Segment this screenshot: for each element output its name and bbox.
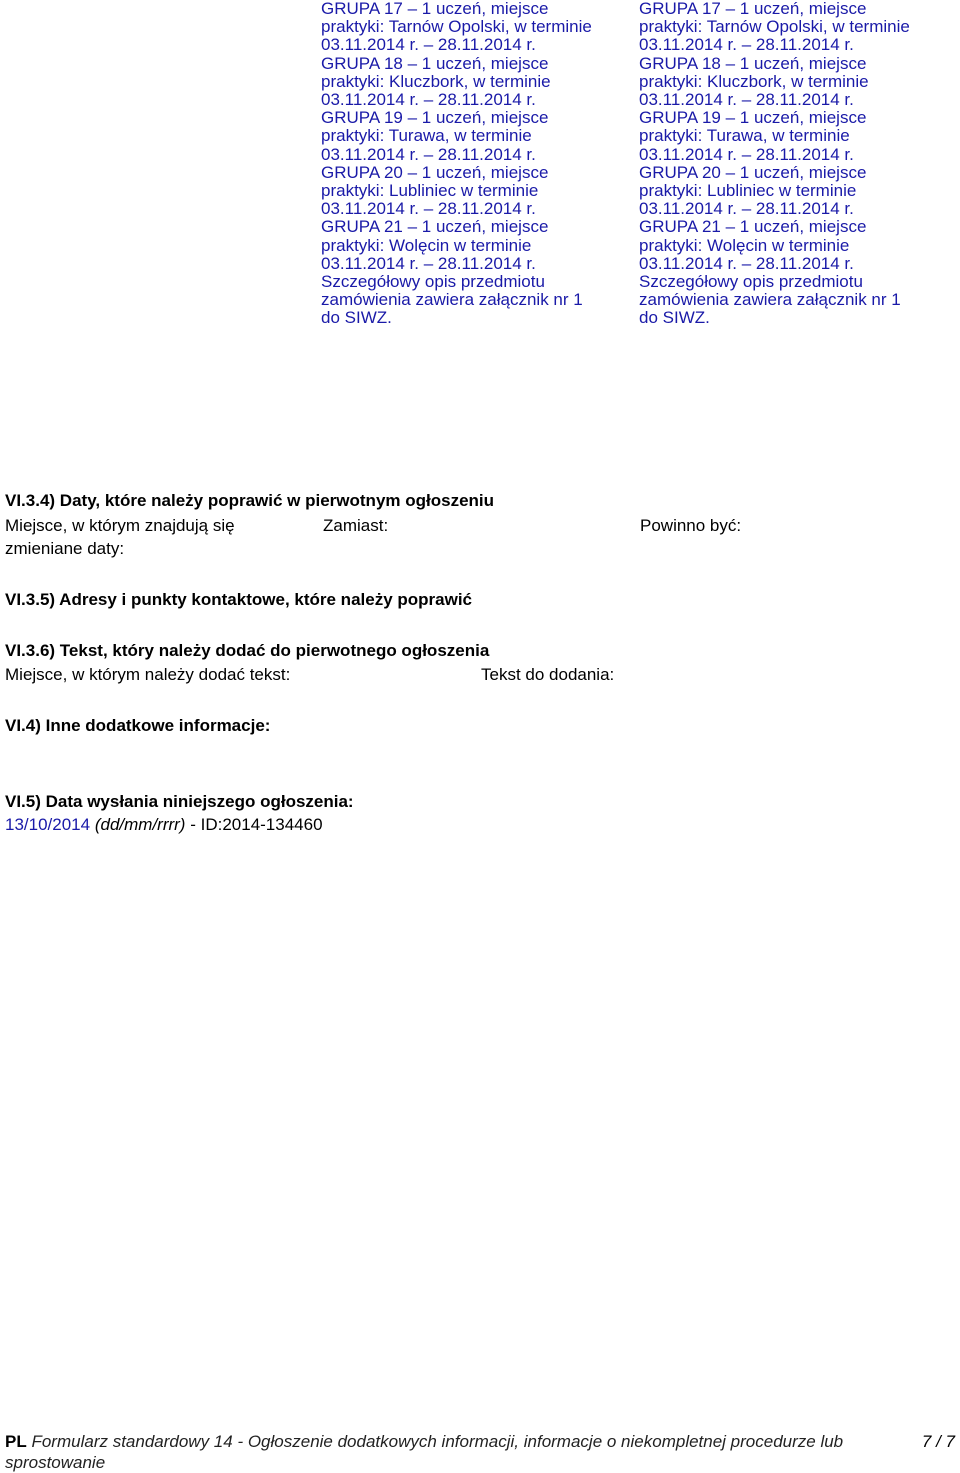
column-left-line: praktyki: Lubliniec w terminie [321, 181, 539, 201]
column-left-line: GRUPA 18 – 1 uczeń, miejsce [321, 53, 549, 73]
column-left-line: praktyki: Wolęcin w terminie [321, 235, 532, 255]
column-right-line: GRUPA 21 – 1 uczeń, miejsce [639, 217, 867, 237]
notice-id: - ID:2014-134460 [190, 815, 323, 834]
footer-language: PL [5, 1432, 27, 1451]
column-right-line: praktyki: Wolęcin w terminie [639, 235, 850, 255]
section-vi4-heading: VI.4) Inne dodatkowe informacje: [5, 716, 271, 735]
column-left-line: Szczegółowy opis przedmiotu [321, 272, 545, 292]
dispatch-date: 13/10/2014 [5, 815, 91, 834]
page-number: 7 / 7 [921, 1432, 955, 1451]
column-right-line: Szczegółowy opis przedmiotu [639, 272, 863, 292]
column-right-line: 03.11.2014 r. – 28.11.2014 r. [639, 199, 854, 219]
column-left-line: GRUPA 21 – 1 uczeń, miejsce [321, 217, 549, 237]
column-left-line: 03.11.2014 r. – 28.11.2014 r. [321, 253, 536, 273]
vi5-date-line [5, 815, 323, 835]
column-right-line: praktyki: Lubliniec w terminie [639, 181, 857, 201]
column-right-line: zamówienia zawiera załącznik nr 1 [639, 290, 901, 310]
column-right-line: 03.11.2014 r. – 28.11.2014 r. [639, 90, 854, 110]
section-vi35-heading: VI.3.5) Adresy i punkty kontaktowe, które należy poprawić [5, 590, 473, 609]
column-left-line: do SIWZ. [321, 308, 392, 328]
column-right-line: GRUPA 17 – 1 uczeń, miejsce [639, 0, 867, 18]
vi36-text-label: Tekst do dodania: [481, 665, 615, 684]
vi34-instead-label: Zamiast: [323, 516, 389, 535]
column-left-line: GRUPA 20 – 1 uczeń, miejsce [321, 162, 549, 182]
column-left-text [321, 0, 621, 328]
column-right-line: 03.11.2014 r. – 28.11.2014 r. [639, 144, 854, 164]
column-left-line: praktyki: Tarnów Opolski, w terminie [321, 17, 592, 37]
column-right-line: praktyki: Turawa, w terminie [639, 126, 850, 146]
vi34-place-label-line1: Miejsce, w którym znajdują się [5, 516, 235, 535]
column-left-line: GRUPA 19 – 1 uczeń, miejsce [321, 108, 549, 128]
column-right-line: do SIWZ. [639, 308, 710, 328]
column-left-line: 03.11.2014 r. – 28.11.2014 r. [321, 144, 536, 164]
footer-form-title: Formularz standardowy 14 - Ogłoszenie dodatkowych informacji, informacje o niekompletnej procedurze lub [31, 1432, 844, 1451]
column-right-text [639, 0, 954, 328]
section-vi34-heading: VI.3.4) Daty, które należy poprawić w pierwotnym ogłoszeniu [5, 491, 495, 510]
vi34-place-label-line2: zmieniane daty: [5, 539, 125, 558]
column-right-line: praktyki: Kluczbork, w terminie [639, 71, 869, 91]
column-right-line: 03.11.2014 r. – 28.11.2014 r. [639, 253, 854, 273]
vi34-should-be-label: Powinno być: [640, 516, 742, 535]
section-vi5-heading: VI.5) Data wysłania niniejszego ogłoszenia: [5, 792, 354, 811]
column-left-line: zamówienia zawiera załącznik nr 1 [321, 290, 583, 310]
date-format: (dd/mm/rrrr) [94, 815, 186, 834]
page-footer [5, 1431, 955, 1473]
column-left-line: 03.11.2014 r. – 28.11.2014 r. [321, 199, 536, 219]
column-right-line: GRUPA 20 – 1 uczeń, miejsce [639, 162, 867, 182]
column-left-line: praktyki: Turawa, w terminie [321, 126, 532, 146]
column-right-line: GRUPA 19 – 1 uczeń, miejsce [639, 108, 867, 128]
column-right-line: 03.11.2014 r. – 28.11.2014 r. [639, 35, 854, 55]
section-vi36-heading: VI.3.6) Tekst, który należy dodać do pierwotnego ogłoszenia [5, 641, 490, 660]
column-left-line: 03.11.2014 r. – 28.11.2014 r. [321, 35, 536, 55]
column-right-line: praktyki: Tarnów Opolski, w terminie [639, 17, 910, 37]
column-right-line: GRUPA 18 – 1 uczeń, miejsce [639, 53, 867, 73]
vi36-place-label: Miejsce, w którym należy dodać tekst: [5, 665, 291, 684]
column-left-line: 03.11.2014 r. – 28.11.2014 r. [321, 90, 536, 110]
column-left-line: praktyki: Kluczbork, w terminie [321, 71, 551, 91]
footer-form-title-cont: sprostowanie [5, 1453, 106, 1472]
column-left-line: GRUPA 17 – 1 uczeń, miejsce [321, 0, 549, 18]
